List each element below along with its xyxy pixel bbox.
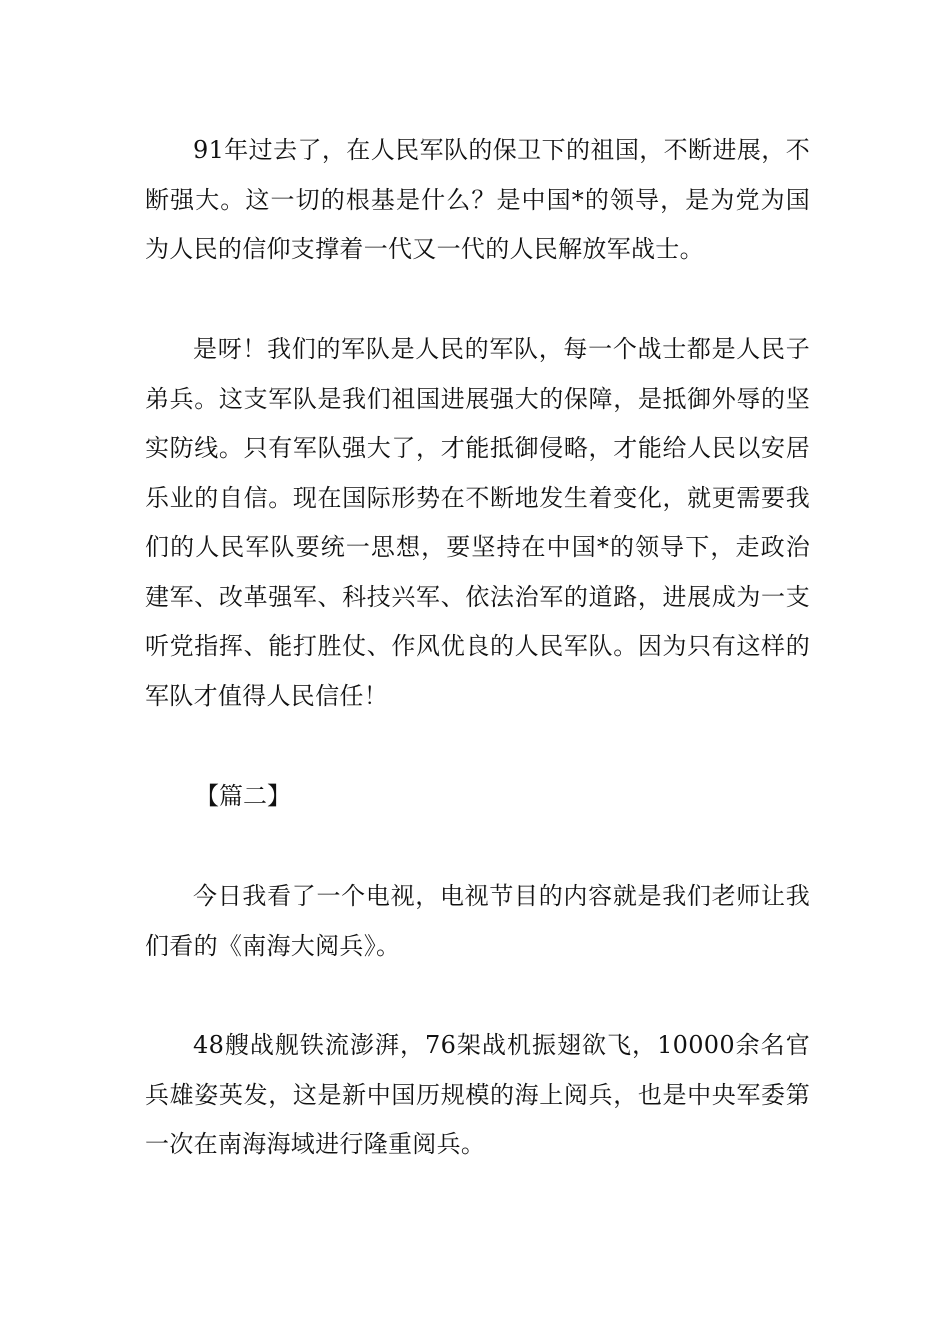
section-heading: 【篇二】	[195, 782, 291, 810]
paragraph-4: 48艘战舰铁流澎湃，76架战机振翅欲飞，10000余名官兵雄姿英发，这是新中国历规模的海上阅兵，也是中央军委第一次在南海海域进行隆重阅兵。	[145, 1031, 810, 1158]
paragraph-3: 今日我看了一个电视，电视节目的内容就是我们老师让我们看的《南海大阅兵》。	[145, 882, 810, 960]
paragraph-2: 是呀！我们的军队是人民的军队，每一个战士都是人民子弟兵。这支军队是我们祖国进展强大的保障，是抵御外辱的坚实防线。只有军队强大了，才能抵御侵略，才能给人民以安居乐业的自信。现在国际形势在不断地发生着变化，就更需要我们的人民军队要统一思想，要坚持在中国*的领导下，走政治建军、改革强军、科技兴军、依法治军的道路，进展成为一支听党指挥、能打胜仗、作风优良的人民军队。因为只有这样的军队才值得人民信任！	[145, 335, 810, 710]
paragraph-1: 91年过去了，在人民军队的保卫下的祖国，不断进展，不断强大。这一切的根基是什么？是中国*的领导，是为党为国为人民的信仰支撑着一代又一代的人民解放军战士。	[145, 136, 810, 263]
